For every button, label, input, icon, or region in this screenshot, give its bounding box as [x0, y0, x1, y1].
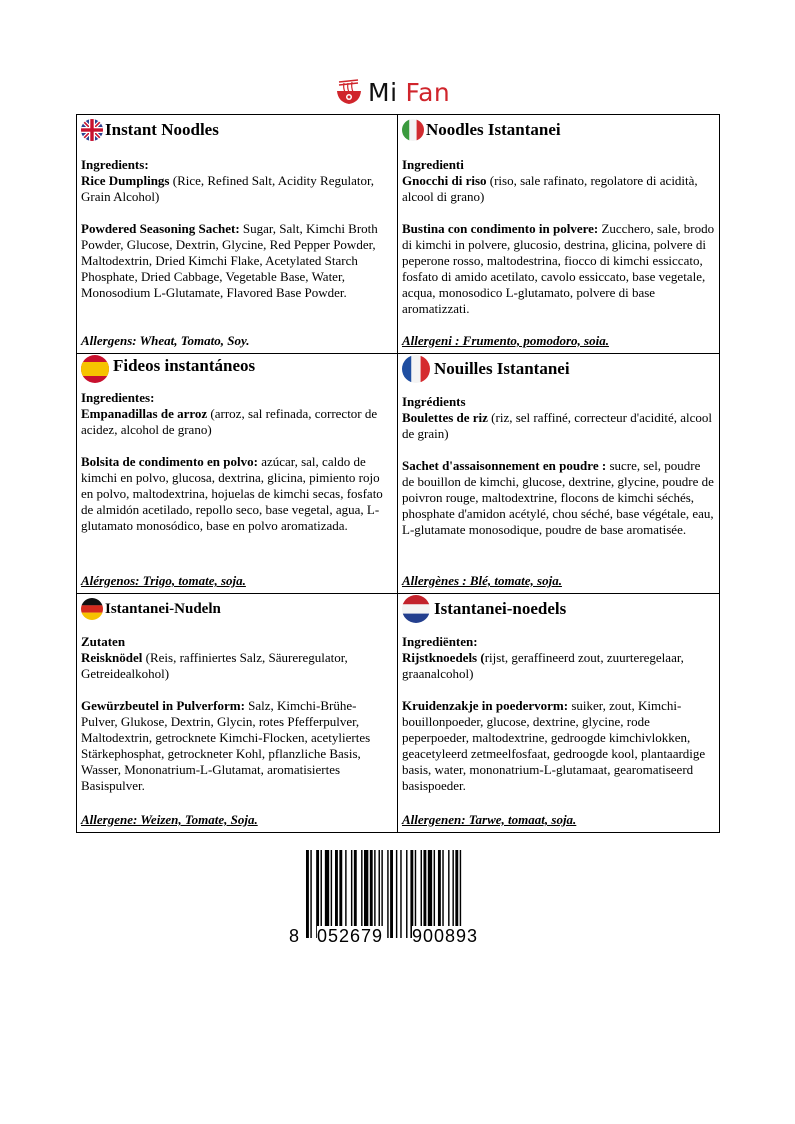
allergens-line: Alérgenos: Trigo, tomate, soja. — [81, 573, 246, 588]
barcode-bar — [423, 850, 426, 938]
barcode-bar — [406, 850, 407, 938]
panel-title-text: Instant Noodles — [105, 120, 219, 139]
ingredient-item: Bolsita de condimento en polvo: azúcar, sal, caldo de kimchi en polvo, glucosa, dextrina, glicina, pimiento rojo en polvo, maltodextrina, hojuelas de kimchi secas, fosfato de almidón acetilado, repollo seco, base vegetal, agua, L-glutamato monosódico, base en polvo aromatizada. — [81, 454, 383, 533]
barcode-bar — [390, 850, 393, 938]
barcode-bar — [400, 850, 401, 938]
allergens-line: Allergene: Weizen, Tomate, Soja. — [81, 812, 258, 827]
panel-dutch — [398, 594, 720, 833]
panel-title — [402, 598, 715, 620]
italy-flag-icon — [402, 119, 424, 141]
panel-title — [81, 358, 393, 380]
ingredient-item: Rice Dumplings (Rice, Refined Salt, Acidity Regulator, Grain Alcohol) — [81, 173, 375, 204]
ingredient-item: Powdered Seasoning Sachet: Sugar, Salt, Kimchi Broth Powder, Glucose, Dextrin, Glycine, Red Pepper Powder, Maltodextrin, Dried Kimchi Flake, Acetylated Starch Phosphate, Dried Cabbage, Vegetable Base, Water, Monosodium L-Glutamate, Flavored Base Powder. — [81, 221, 378, 300]
barcode-bar — [361, 850, 362, 938]
panel-title — [402, 358, 715, 380]
france-flag-icon — [402, 355, 430, 383]
barcode-bar — [434, 850, 435, 938]
barcode-bar — [448, 850, 449, 938]
uk-flag-icon — [81, 119, 103, 141]
panel-german — [77, 594, 398, 833]
ingredient-item: Reisknödel (Reis, raffiniertes Salz, Säureregulator, Getreidealkohol) — [81, 650, 348, 681]
barcode-bar — [442, 850, 443, 938]
ingredient-item: Empanadillas de arroz (arroz, sal refinada, corrector de acidez, alcohol de grano) — [81, 406, 378, 437]
panel-title-text: Fideos instantáneos — [113, 356, 256, 375]
barcode-bar — [335, 850, 338, 938]
barcode-bar — [396, 850, 397, 938]
ingredient-item: Kruidenzakje in poedervorm: suiker, zout, Kimchi-bouillonpoeder, glucose, dextrine, glycine, rode peperpoeder, maltodextrine, gedroogde kimchivlokken, geacetyleerd zetmeelfosfaat, gedroogde kool, plantaardige basis, water, mononatrium-L-glutamaat, gearomatiseerd basispoeder. — [402, 698, 706, 793]
ingredient-item: Sachet d'assaisonnement en poudre : sucre, sel, poudre de bouillon de kimchi, glucose, dextrine, glycine, poudre de poivron rouge, maltodextrine, flocons de kimchi séchés, phosphate d'amidon acétylé, chou séché, base végétale, eau, L-glutamate monosodique, poudre de base aromatisée. — [402, 458, 714, 537]
barcode-bar — [351, 850, 352, 938]
allergens-line: Allergènes : Blé, tomate, soja. — [402, 573, 562, 588]
barcode-first-digit: 8 — [289, 926, 301, 946]
barcode-bar — [455, 850, 458, 938]
ingredient-item: Boulettes de riz (riz, sel raffiné, correcteur d'acidité, alcool de grain) — [402, 410, 712, 441]
barcode-bar — [381, 850, 382, 938]
panel-title-text: Istantanei-noedels — [434, 599, 567, 618]
barcode-bar — [339, 850, 342, 938]
ingredients-table — [76, 114, 720, 833]
panel-english — [77, 115, 398, 354]
brand-name-mi: Mi — [368, 77, 398, 107]
panel-title — [81, 598, 393, 620]
barcode-bar — [331, 850, 332, 938]
barcode-bar — [364, 850, 368, 938]
panel-spanish — [77, 354, 398, 594]
panel-title-text: Istantanei-Nudeln — [105, 601, 221, 617]
allergens-line: Allergenen: Tarwe, tomaat, soja. — [402, 812, 577, 827]
allergens-line: Allergens: Wheat, Tomato, Soy. — [81, 333, 250, 348]
barcode-bar — [460, 850, 461, 938]
panel-title-text: Noodles Istantanei — [426, 120, 561, 139]
barcode-bar — [354, 850, 357, 938]
barcode-bar — [438, 850, 441, 938]
barcode-bar — [321, 850, 322, 938]
barcode-bar — [310, 850, 311, 938]
noodle-bowl-icon — [336, 78, 362, 106]
panel-title — [402, 119, 715, 141]
brand-logo — [336, 76, 450, 108]
barcode-bar — [421, 850, 422, 938]
panel-title-text: Nouilles Istantanei — [434, 359, 570, 378]
barcode-bar — [316, 850, 319, 938]
barcode-bar — [410, 850, 413, 938]
ingredients-label: Ingrediënten: — [402, 634, 478, 649]
germany-flag-icon — [81, 598, 103, 620]
panel-french — [398, 354, 720, 594]
ingredient-item: Bustina con condimento in polvere: Zucchero, sale, brodo di kimchi in polvere, glucosio, destrina, glicina, polvere di peperone rosso, maltodestrina, fiocco di kimchi essiccato, fosfato di amido acetilato, cavolo essiccato, base vegetale, acqua, monosodico L-glutamato, polvere di base aromatizzati. — [402, 221, 715, 316]
barcode-right-group: 900893 — [412, 926, 479, 946]
barcode-bar — [452, 850, 453, 938]
ingredient-item: Gnocchi di riso (riso, sale rafinato, regolatore di acidità, alcool di grano) — [402, 173, 698, 204]
panel-italian — [398, 115, 720, 354]
ingredient-item: Gewürzbeutel in Pulverform: Salz, Kimchi-Brühe-Pulver, Glukose, Dextrin, Glycin, rotes Pfefferpulver, Maltodextrin, getrocknete Kimchi-Flocken, acetyliertes Stärkephosphat, getrockneter Kohl, pflanzliche Basis, Wasser, Mononatrium-L-Glutamat, aromatisiertes Basispulver. — [81, 698, 371, 793]
barcode-bar — [415, 850, 416, 938]
ingredients-label: Zutaten — [81, 634, 126, 649]
panel-title — [81, 119, 393, 141]
ingredients-label: Ingrédients — [402, 394, 466, 409]
barcode-left-group: 052679 — [317, 926, 384, 946]
ingredient-item: Rijstknoedels (rijst, geraffineerd zout, zuurteregelaar, graanalcohol) — [402, 650, 684, 681]
barcode-bar — [374, 850, 375, 938]
ingredients-label: Ingredienti — [402, 157, 464, 172]
barcode-bar — [325, 850, 329, 938]
barcode-bar — [387, 850, 388, 938]
netherlands-flag-icon — [402, 595, 430, 623]
barcode-bar — [379, 850, 380, 938]
spain-flag-icon — [81, 355, 109, 383]
allergens-line: Allergeni : Frumento, pomodoro, soia. — [402, 333, 609, 348]
ingredients-label: Ingredientes: — [81, 390, 155, 405]
brand-name-fan: Fan — [405, 77, 451, 107]
barcode-bar — [306, 850, 309, 938]
barcode-bar — [345, 850, 346, 938]
barcode-bar — [370, 850, 373, 938]
ingredients-label: Ingredients: — [81, 157, 149, 172]
barcode-bar — [428, 850, 432, 938]
